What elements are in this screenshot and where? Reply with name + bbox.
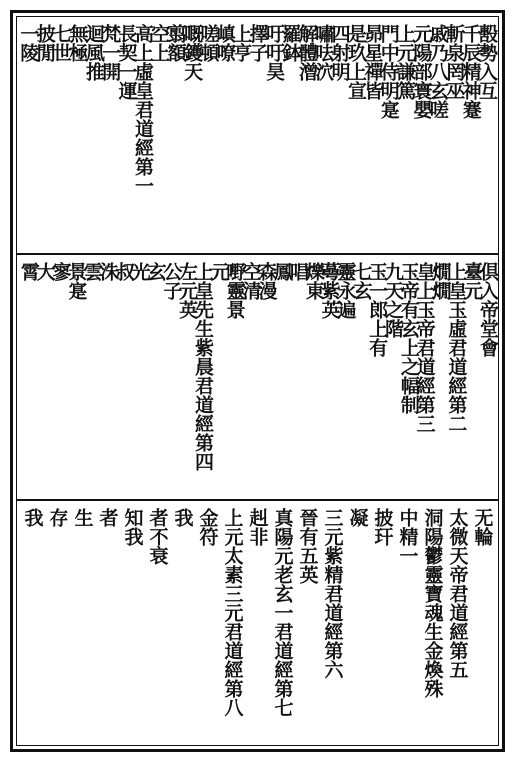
column-text: 无輪 <box>471 508 494 546</box>
column-text: 生 <box>71 508 94 527</box>
text-column <box>49 258 72 496</box>
text-column <box>370 504 395 742</box>
column-text: 七世 <box>50 24 73 62</box>
column-text: 上元太素三元君道經第八 <box>221 508 244 717</box>
column-text: 靈永遍 <box>334 262 357 319</box>
column-text: 玉一郎上有 <box>366 262 389 357</box>
column-text: 上元謙篤 <box>394 24 417 100</box>
column-text: 霄 <box>17 262 40 281</box>
column-text: 披閒 <box>33 24 56 62</box>
column-text: 者 <box>96 508 119 527</box>
column-text: 燗燗 <box>429 262 452 300</box>
column-text: 中精一 <box>396 508 419 565</box>
column-text: 晉有五英 <box>296 508 319 584</box>
column-text: 羅鉢 <box>279 24 302 62</box>
text-column <box>345 504 370 742</box>
panel-top <box>17 20 498 250</box>
column-text: 上皇玉虛君道經第二 <box>445 262 468 433</box>
column-text: 戚乃八玄嗟 <box>426 24 449 119</box>
text-column <box>160 258 183 496</box>
column-text: 斬泉罔巫 <box>443 24 466 100</box>
column-text: 嗟頓 <box>197 24 220 62</box>
text-column <box>96 258 119 496</box>
column-text: 爍東 <box>302 262 325 300</box>
column-text: 光 <box>128 262 151 281</box>
column-text: 蕚紫英 <box>318 262 341 319</box>
column-text: 一陵 <box>17 24 40 62</box>
panel-middle <box>17 258 499 496</box>
text-column <box>33 258 56 496</box>
column-text: 凝 <box>346 508 369 527</box>
panel-divider-1 <box>16 253 499 255</box>
column-text: 解體潧 <box>295 24 318 81</box>
column-text: 景寔 <box>65 262 88 300</box>
column-text: 三元紫精君道經第六 <box>321 508 344 679</box>
column-text: 翦額 <box>164 24 187 62</box>
text-column <box>470 504 495 742</box>
text-column <box>65 258 88 496</box>
text-column <box>95 504 120 742</box>
column-text: 皇上玉帝君道經第三 <box>413 262 436 433</box>
column-text: 玉帝有玄上之幅制 <box>397 262 420 414</box>
column-text: 洙 <box>96 262 119 281</box>
text-column <box>45 504 70 742</box>
text-column <box>220 504 245 742</box>
column-text: 者不衰 <box>146 508 169 565</box>
text-column <box>320 504 345 742</box>
column-text: 四射明 <box>328 24 351 81</box>
text-column <box>445 504 470 742</box>
column-text: 真陽元老玄一君道經第七 <box>271 508 294 717</box>
column-text: 迴風推 <box>82 24 105 81</box>
panel-divider-2 <box>16 499 499 501</box>
column-text: 高上虛皇君道經第一 <box>132 24 155 195</box>
column-text: 吁吁昊 <box>263 24 286 81</box>
column-text: 嵮嘹 <box>213 24 236 62</box>
column-text: 嘯呿泬 <box>312 24 335 81</box>
column-text: 叔 <box>112 262 135 281</box>
column-text: 披玕 <box>371 508 394 546</box>
text-column <box>145 504 170 742</box>
column-text: 元陽部寰嬰 <box>410 24 433 119</box>
column-text: 嘅鑊天 <box>181 24 204 81</box>
text-column <box>295 504 320 742</box>
column-text: 左元英 <box>176 262 199 319</box>
column-text: 森漫 <box>255 262 278 300</box>
column-text: 我 <box>171 508 194 527</box>
column-text: 鳳 <box>271 262 294 281</box>
text-column <box>20 504 45 742</box>
column-text: 玄 <box>144 262 167 281</box>
column-text: 空上 <box>148 24 171 62</box>
column-text: 公子 <box>160 262 183 300</box>
column-text: 是玖上宣 <box>344 24 367 100</box>
text-column <box>286 258 309 496</box>
column-text: 門中侍明寔 <box>377 24 400 119</box>
column-text: 無極 <box>66 24 89 62</box>
column-text: 長契一運 <box>115 24 138 100</box>
column-text: 寥 <box>49 262 72 281</box>
column-text: 擇子 <box>246 24 269 62</box>
column-text: 空清 <box>239 262 262 300</box>
column-text: 元 <box>207 262 230 281</box>
text-column <box>17 20 40 250</box>
column-text: 洞陽鬱靈寶魂生金煥殊 <box>421 508 444 698</box>
text-column <box>170 504 195 742</box>
text-column <box>270 504 295 742</box>
column-text: 倶入帝堂會 <box>476 262 499 357</box>
column-text: 毄勢入互 <box>475 24 498 100</box>
text-column <box>120 504 145 742</box>
column-text: 存 <box>46 508 69 527</box>
column-text: 金符 <box>196 508 219 546</box>
text-column <box>420 504 445 742</box>
text-column <box>195 504 220 742</box>
text-column <box>17 258 40 496</box>
column-text: 臺元 <box>461 262 484 300</box>
column-text: 赳非 <box>246 508 269 546</box>
column-text: 上皇先生紫晨君道經第四 <box>191 262 214 471</box>
column-text: 七玄 <box>350 262 373 300</box>
column-text: 梵一開 <box>99 24 122 81</box>
text-column <box>112 258 135 496</box>
column-text: 太微天帝君道經第五 <box>446 508 469 679</box>
column-text: 雲 <box>81 262 104 281</box>
text-column <box>70 504 95 742</box>
text-column <box>144 258 167 496</box>
column-text: 大 <box>33 262 56 281</box>
column-text: 嘢靈景 <box>223 262 246 319</box>
column-text: 上亨 <box>230 24 253 62</box>
column-text: 昴星禪皆 <box>361 24 384 100</box>
text-column <box>223 258 246 496</box>
text-column <box>395 504 420 742</box>
text-column <box>128 258 151 496</box>
column-text: 唱 <box>286 262 309 281</box>
text-column <box>302 258 325 496</box>
column-text: 我 <box>21 508 44 527</box>
column-text: 九天之階 <box>381 262 404 338</box>
column-text: 千辰精神蹇 <box>459 24 482 119</box>
text-column <box>245 504 270 742</box>
panel-bottom <box>20 504 495 742</box>
column-text: 知我 <box>121 508 144 546</box>
